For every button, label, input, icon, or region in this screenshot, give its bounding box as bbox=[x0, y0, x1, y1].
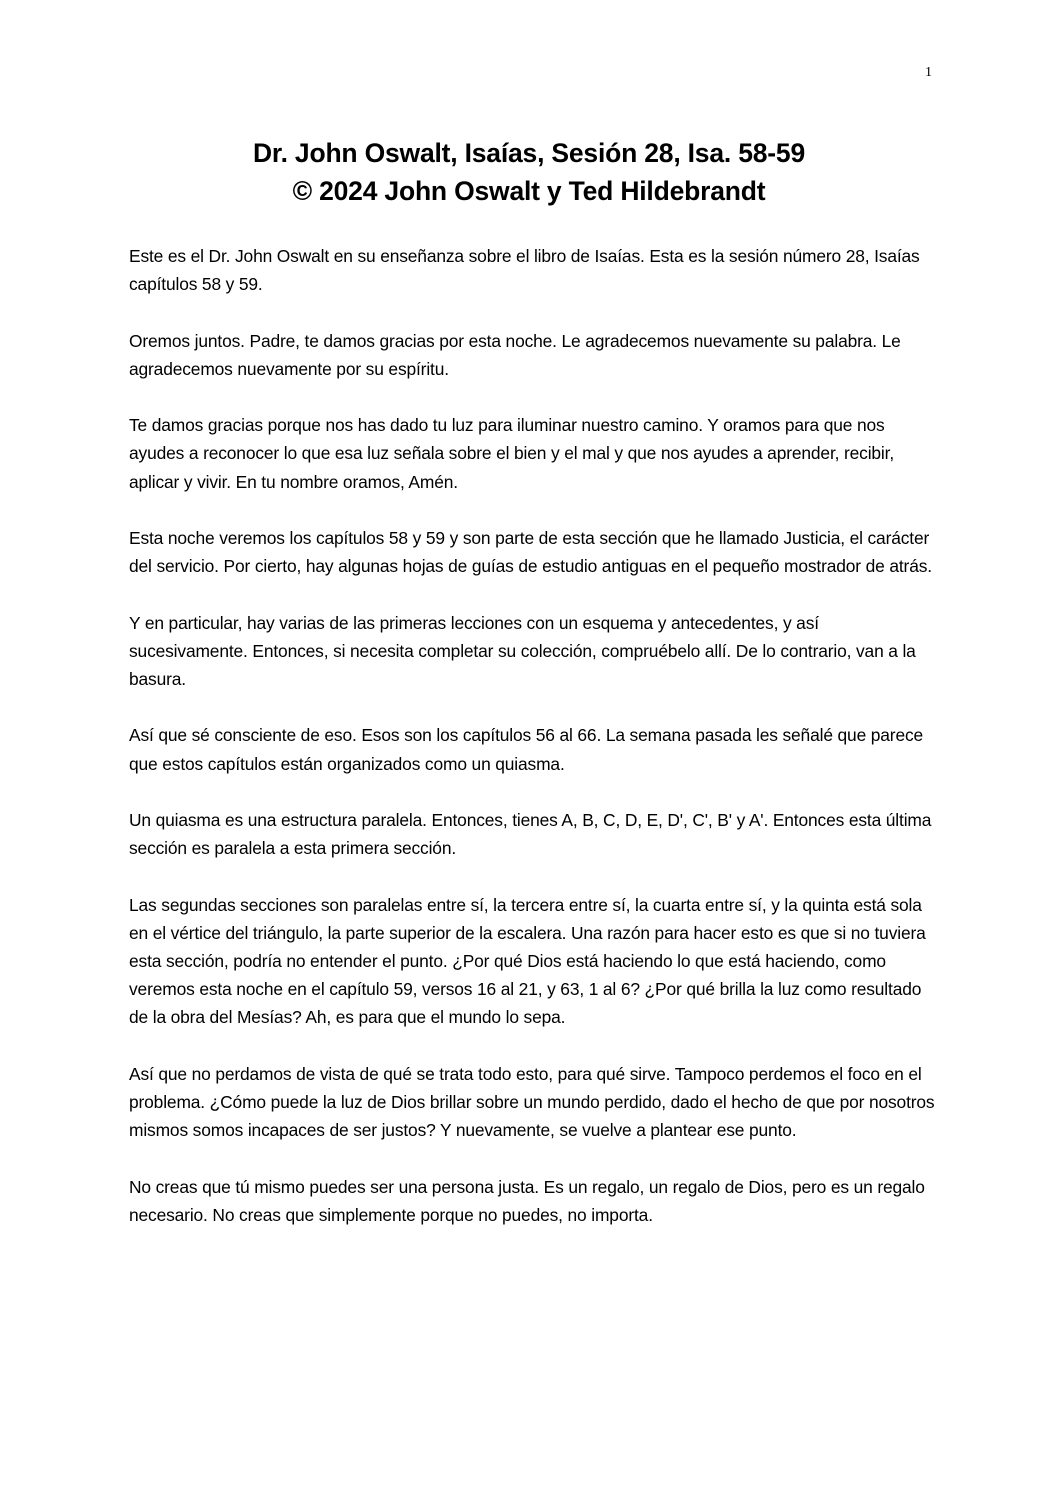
title-line-2: © 2024 John Oswalt y Ted Hildebrandt bbox=[292, 176, 766, 206]
paragraph-4: Esta noche veremos los capítulos 58 y 59 y son parte de esta sección que he llamado Justicia, el carácter del servicio. Por cierto, hay algunas hojas de guías de estudio antiguas en el pequeño mostrador de atrás. bbox=[129, 527, 932, 577]
paragraph-6: Así que sé consciente de eso. Esos son los capítulos 56 al 66. La semana pasada les señalé que parece que estos capítulos están organizados como un quiasma. bbox=[129, 725, 924, 774]
paragraph-8: Las segundas secciones son paralelas entre sí, la tercera entre sí, la cuarta entre sí, y la quinta está sola en el vértice del triángulo, la parte superior de la escalera. Una razón para hacer esto es que si no tuviera esta sección, podría no entender el punto. ¿Por qué Dios está haciendo lo que está haciendo, como veremos esta noche en el capítulo 59, versos 16 al 21, y 63, 1 al 6? ¿Por qué brilla la luz como resultado de la obra del Mesías? Ah, es para que el mundo lo sepa. bbox=[129, 894, 926, 1028]
paragraph-1: Este es el Dr. John Oswalt en su enseñanza sobre el libro de Isaías. Esta es la sesión número 28, Isaías capítulos 58 y 59. bbox=[129, 246, 920, 295]
paragraph-5: Y en particular, hay varias de las primeras lecciones con un esquema y antecedentes, y así sucesivamente. Entonces, si necesita completar su colección, compruébelo allí. De lo contrario, van a la basura. bbox=[129, 612, 916, 689]
paragraph-9: Así que no perdamos de vista de qué se trata todo esto, para qué sirve. Tampoco perdemos el foco en el problema. ¿Cómo puede la luz de Dios brillar sobre un mundo perdido, dado el hecho de que por nosotros mismos somos incapaces de ser justos? Y nuevamente, se vuelve a plantear ese punto. bbox=[129, 1063, 935, 1141]
paragraph-10: No creas que tú mismo puedes ser una persona justa. Es un regalo, un regalo de Dios, pero es un regalo necesario. No creas que simplemente porque no puedes, no importa. bbox=[129, 1176, 925, 1225]
paragraph-3: Te damos gracias porque nos has dado tu luz para iluminar nuestro camino. Y oramos para que nos ayudes a reconocer lo que esa luz señala sobre el bien y el mal y que nos ayudes a aprender, recibir, aplicar y vivir. En tu nombre oramos, Amén. bbox=[129, 415, 895, 492]
page-number: 1 bbox=[925, 65, 932, 80]
document-title bbox=[0, 134, 1058, 210]
paragraph-2: Oremos juntos. Padre, te damos gracias por esta noche. Le agradecemos nuevamente su palabra. Le agradecemos nuevamente por su espíritu. bbox=[129, 330, 901, 379]
document-body bbox=[129, 242, 937, 1257]
paragraph-7: Un quiasma es una estructura paralela. Entonces, tienes A, B, C, D, E, D', C', B' y A'. Entonces esta última sección es paralela a esta primera sección. bbox=[129, 809, 932, 859]
title-line-1: Dr. John Oswalt, Isaías, Sesión 28, Isa. 58-59 bbox=[253, 138, 805, 168]
